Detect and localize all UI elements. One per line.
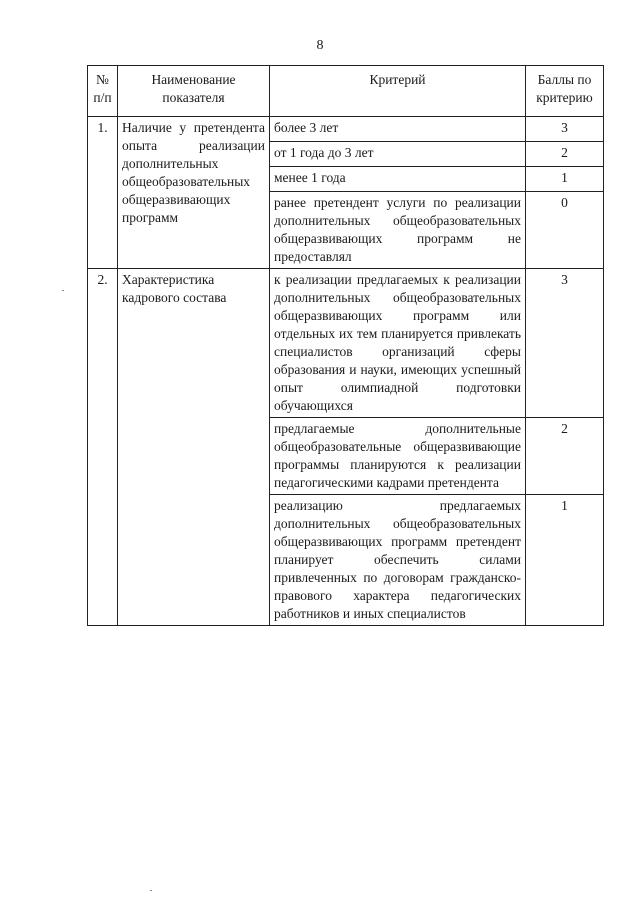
criterion-score: 0: [526, 192, 604, 269]
criterion-text: к реализации предлагаемых к реализации дополнительных общеобразовательных общеразвивающих программ или отдельных их тем планируется привлекать специалистов организаций сферы образования и науки, имеющих успешный опыт олимпиадной подготовки обучающихся: [270, 269, 526, 418]
criterion-text: предлагаемые дополнительные общеобразовательные общеразвивающие программы планируются к реализации педагогическими кадрами претендента: [270, 418, 526, 495]
table-row: [88, 117, 604, 142]
header-name: Наименование показателя: [118, 66, 270, 117]
indicator-number: 2.: [88, 269, 118, 626]
indicator-number: 1.: [88, 117, 118, 269]
header-num: № п/п: [88, 66, 118, 117]
scan-speck: [150, 890, 152, 891]
criterion-score: 2: [526, 142, 604, 167]
page-number: 8: [316, 38, 324, 53]
criterion-score: 2: [526, 418, 604, 495]
criterion-score: 3: [526, 117, 604, 142]
scan-speck: [62, 290, 64, 291]
criterion-score: 1: [526, 495, 604, 626]
table-header-row: [88, 66, 604, 117]
criterion-score: 1: [526, 167, 604, 192]
criteria-table: [87, 65, 604, 626]
criterion-text: ранее претендент услуги по реализации дополнительных общеобразовательных общеразвивающих программ не предоставлял: [270, 192, 526, 269]
indicator-name: Наличие у претендента опыта реализации дополнительных общеобразовательных общеразвивающих программ: [118, 117, 270, 269]
criterion-text: более 3 лет: [270, 117, 526, 142]
criterion-text: менее 1 года: [270, 167, 526, 192]
criterion-text: от 1 года до 3 лет: [270, 142, 526, 167]
header-score: Баллы по критерию: [526, 66, 604, 117]
header-criterion: Критерий: [270, 66, 526, 117]
indicator-name: Характеристика кадрового состава: [118, 269, 270, 626]
table-row: [88, 269, 604, 418]
criterion-text: реализацию предлагаемых дополнительных общеобразовательных общеразвивающих программ претендент планирует обеспечить силами привлеченных по договорам гражданско-правового характера педагогических работников и иных специалистов: [270, 495, 526, 626]
criterion-score: 3: [526, 269, 604, 418]
